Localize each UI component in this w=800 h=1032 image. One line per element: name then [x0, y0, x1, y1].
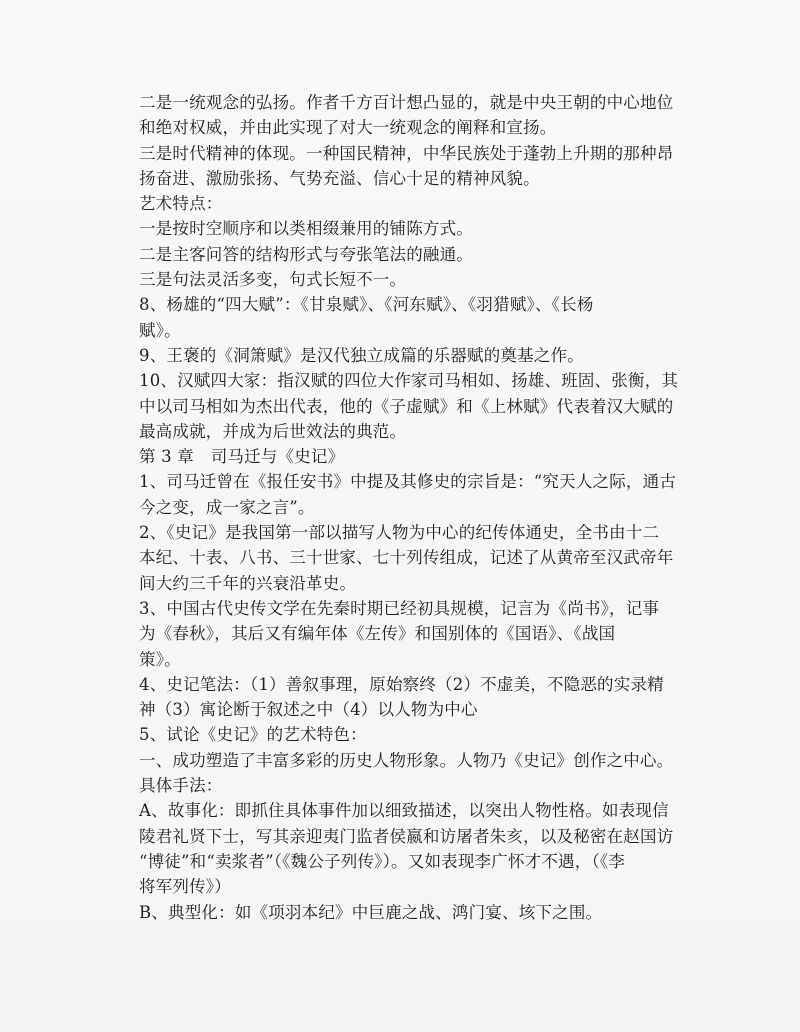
text-line: “博徒”和“卖浆者”（《魏公子列传》）。又如表现李广怀才不遇，（《李	[139, 851, 626, 871]
text-line: 扬奋进、激励张扬、气势充溢、信心十足的精神风貌。	[139, 168, 540, 188]
chapter-heading: 第 3 章 司马迁与《史记》	[139, 447, 345, 467]
text-line: 策》。	[139, 649, 181, 669]
text-line: 二是主客问答的结构形式与夸张笔法的融通。	[139, 244, 473, 264]
text-line: 本纪、十表、八书、三十世家、七十列传组成，记述了从黄帝至汉武帝年	[139, 548, 674, 568]
text-line: 具体手法：	[139, 776, 223, 796]
text-line: 9、王褒的《洞箫赋》是汉代独立成篇的乐器赋的奠基之作。	[139, 345, 584, 365]
text-line: 陵君礼贤下士，写其亲迎夷门监者侯嬴和访屠者朱亥，以及秘密在赵国访	[139, 826, 674, 846]
text-line: 今之变，成一家之言”。	[139, 497, 315, 517]
text-line: B、典型化：如《项羽本纪》中巨鹿之战、鸿门宴、垓下之围。	[139, 902, 603, 922]
text-line: 赋》。	[139, 320, 181, 340]
text-line: A、故事化：即抓住具体事件加以细致描述，以突出人物性格。如表现信	[139, 801, 669, 821]
text-line: 神（3）寓论断于叙述之中（4）以人物为中心	[139, 700, 478, 720]
text-line: 为《春秋》，其后又有编年体《左传》和国别体的《国语》、《战国	[139, 624, 616, 644]
text-line: 二是一统观念的弘扬。作者千方百计想凸显的，就是中央王朝的中心地位	[139, 93, 674, 112]
text-line: 10、汉赋四大家：指汉赋的四位大作家司马相如、扬雄、班固、张衡，其	[139, 371, 679, 391]
text-line: 和绝对权威，并由此实现了对大一统观念的阐释和宣扬。	[139, 118, 557, 138]
text-line: 5、试论《史记》的艺术特色：	[139, 725, 367, 745]
text-line: 三是句法灵活多变，句式长短不一。	[139, 270, 407, 290]
text-line: 8、杨雄的“四大赋”：《甘泉赋》、《河东赋》、《羽猎赋》、《长杨	[139, 295, 594, 315]
text-line: 一、成功塑造了丰富多彩的历史人物形象。人物乃《史记》创作之中心。	[139, 750, 674, 770]
text-line: 一是按时空顺序和以类相缀兼用的铺陈方式。	[139, 219, 473, 239]
text-line: 1、司马迁曾在《报任安书》中提及其修史的宗旨是：“究天人之际，通古	[139, 472, 677, 492]
text-line: 将军列传》）	[139, 877, 231, 897]
text-line: 4、史记笔法：（1）善叙事理，原始察终（2）不虚美，不隐恶的实录精	[139, 674, 664, 694]
text-line: 中以司马相如为杰出代表，他的《子虚赋》和《上林赋》代表着汉大赋的	[139, 396, 674, 416]
document-body	[139, 90, 679, 925]
text-line: 最高成就，并成为后世效法的典范。	[139, 421, 407, 441]
text-line: 3、中国古代史传文学在先秦时期已经初具规模，记言为《尚书》，记事	[139, 598, 660, 618]
text-line: 间大约三千年的兴衰沿革史。	[139, 573, 357, 593]
text-line: 三是时代精神的体现。一种国民精神，中华民族处于蓬勃上升期的那种昂	[139, 143, 674, 163]
text-line: 2、《史记》是我国第一部以描写人物为中心的纪传体通史，全书由十二	[139, 523, 660, 543]
section-heading: 艺术特点：	[139, 194, 223, 214]
